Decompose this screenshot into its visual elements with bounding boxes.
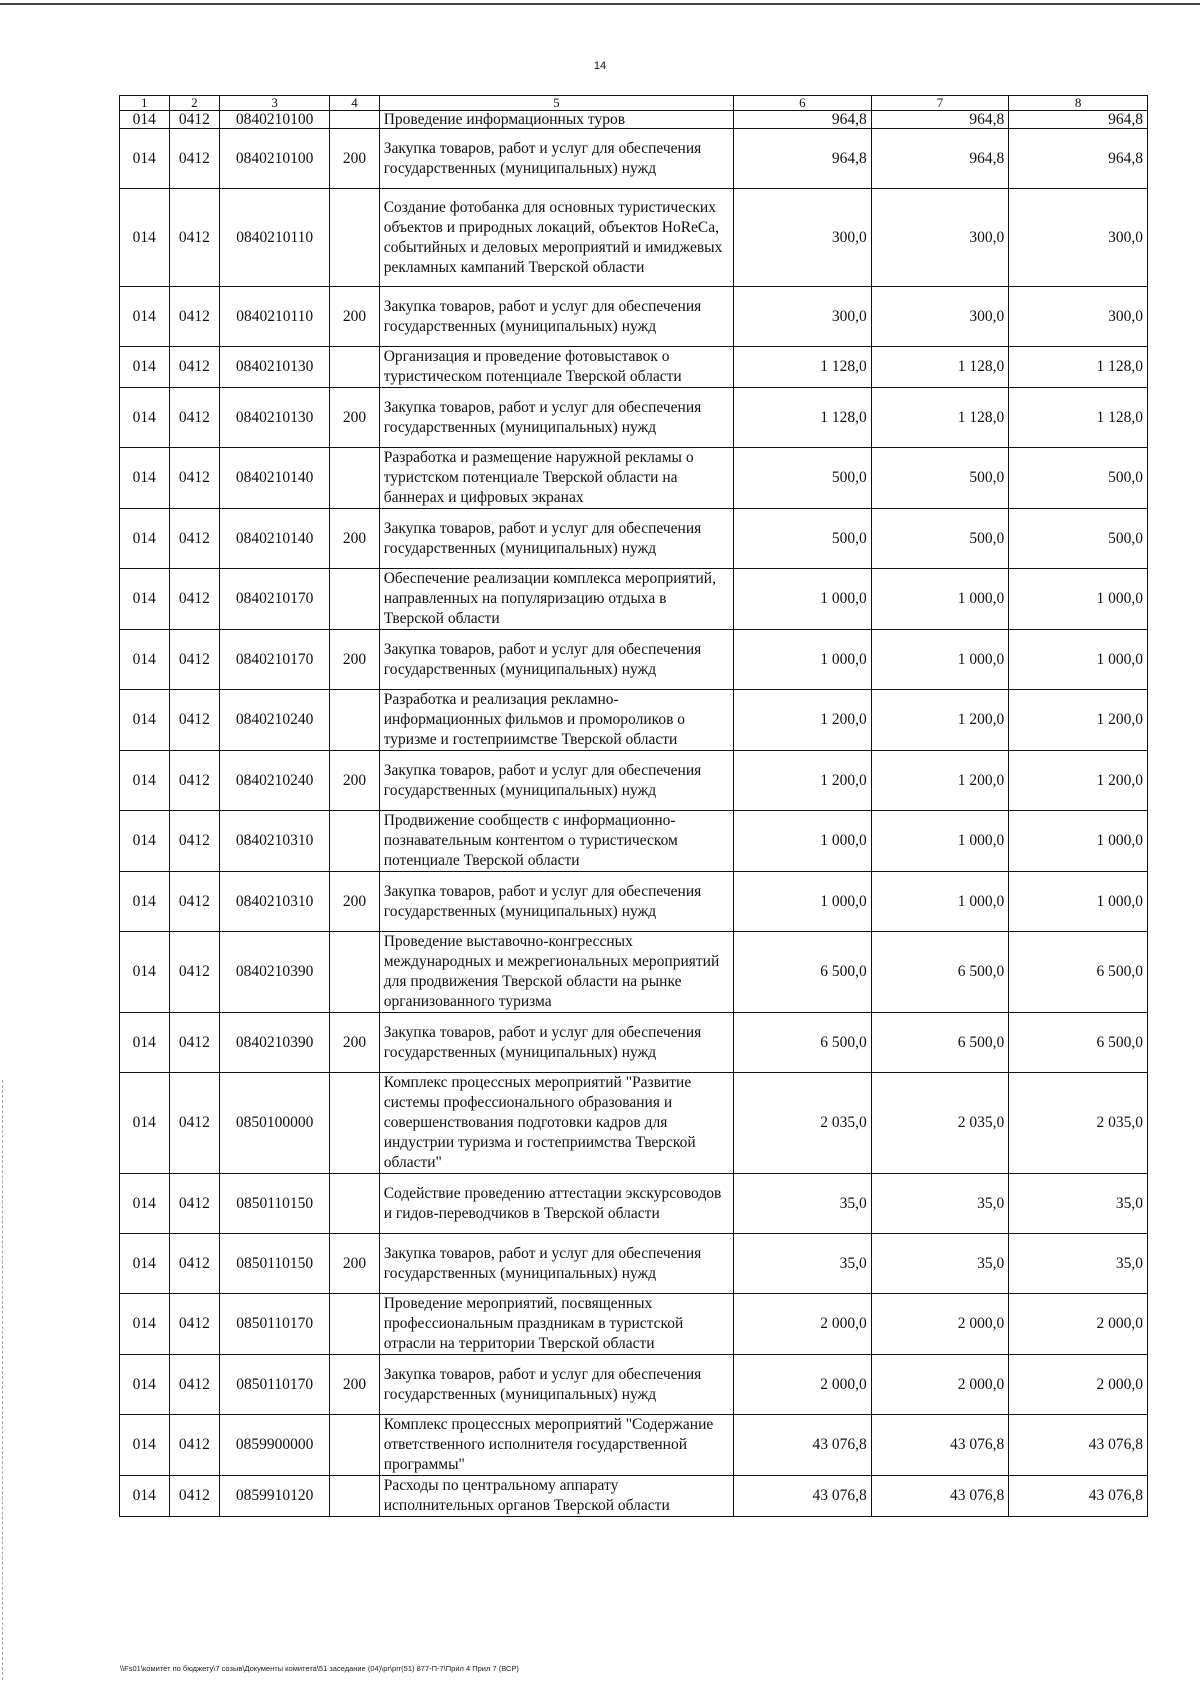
amount-year3-cell: 1 000,0 — [1009, 569, 1148, 630]
description-cell: Закупка товаров, работ и услуг для обеспечения государственных (муниципальных) нужд — [379, 1355, 733, 1415]
amount-year2-cell: 6 500,0 — [871, 932, 1009, 1013]
amount-year3-cell: 35,0 — [1009, 1234, 1148, 1294]
amount-year3-cell: 1 000,0 — [1009, 630, 1148, 690]
amount-year1-cell: 43 076,8 — [734, 1476, 872, 1517]
target-item-code-cell: 0840210100 — [220, 111, 330, 129]
ministry-code-cell: 014 — [120, 111, 170, 129]
ministry-code-cell: 014 — [120, 1415, 170, 1476]
amount-year2-cell: 6 500,0 — [871, 1013, 1009, 1073]
table-row — [120, 129, 1148, 189]
description-cell: Проведение мероприятий, посвященных профессиональным праздникам в туристской отрасли на территории Тверской области — [379, 1294, 733, 1355]
amount-year3-cell: 964,8 — [1009, 111, 1148, 129]
description-cell: Проведение информационных туров — [379, 111, 733, 129]
table-row — [120, 1174, 1148, 1234]
amount-year1-cell: 1 128,0 — [734, 388, 872, 448]
target-item-code-cell: 0840210100 — [220, 129, 330, 189]
description-cell: Комплекс процессных мероприятий "Развитие системы профессионального образования и совершенствования подготовки кадров для индустрии туризма и гостеприимства Тверской области" — [379, 1073, 733, 1174]
description-cell: Закупка товаров, работ и услуг для обеспечения государственных (муниципальных) нужд — [379, 1013, 733, 1073]
amount-year3-cell: 1 200,0 — [1009, 751, 1148, 811]
amount-year1-cell: 300,0 — [734, 189, 872, 287]
amount-year2-cell: 1 000,0 — [871, 872, 1009, 932]
section-code-cell: 0412 — [169, 509, 220, 569]
section-code-cell: 0412 — [169, 1013, 220, 1073]
section-code-cell: 0412 — [169, 1174, 220, 1234]
ministry-code-cell: 014 — [120, 872, 170, 932]
table-row — [120, 1234, 1148, 1294]
amount-year3-cell: 1 200,0 — [1009, 690, 1148, 751]
amount-year1-cell: 1 000,0 — [734, 811, 872, 872]
description-cell: Закупка товаров, работ и услуг для обеспечения государственных (муниципальных) нужд — [379, 129, 733, 189]
amount-year2-cell: 2 000,0 — [871, 1355, 1009, 1415]
table-row — [120, 1073, 1148, 1174]
target-item-code-cell: 0840210130 — [220, 347, 330, 388]
amount-year3-cell: 300,0 — [1009, 287, 1148, 347]
ministry-code-cell: 014 — [120, 630, 170, 690]
section-code-cell: 0412 — [169, 448, 220, 509]
section-code-cell: 0412 — [169, 347, 220, 388]
target-item-code-cell: 0840210240 — [220, 751, 330, 811]
ministry-code-cell: 014 — [120, 569, 170, 630]
column-header-3: 3 — [220, 96, 330, 111]
amount-year3-cell: 1 000,0 — [1009, 811, 1148, 872]
table-row — [120, 189, 1148, 287]
section-code-cell: 0412 — [169, 1355, 220, 1415]
amount-year3-cell: 6 500,0 — [1009, 1013, 1148, 1073]
target-item-code-cell: 0840210390 — [220, 1013, 330, 1073]
description-cell: Комплекс процессных мероприятий "Содержание ответственного исполнителя государственной программы" — [379, 1415, 733, 1476]
table-row — [120, 872, 1148, 932]
table-row — [120, 811, 1148, 872]
amount-year1-cell: 2 000,0 — [734, 1294, 872, 1355]
amount-year3-cell: 43 076,8 — [1009, 1476, 1148, 1517]
target-item-code-cell: 0850110150 — [220, 1174, 330, 1234]
amount-year2-cell: 1 128,0 — [871, 388, 1009, 448]
description-cell: Закупка товаров, работ и услуг для обеспечения государственных (муниципальных) нужд — [379, 388, 733, 448]
amount-year3-cell: 6 500,0 — [1009, 932, 1148, 1013]
target-item-code-cell: 0850110170 — [220, 1355, 330, 1415]
description-cell: Обеспечение реализации комплекса мероприятий, направленных на популяризацию отдыха в Тверской области — [379, 569, 733, 630]
target-item-code-cell: 0840210130 — [220, 388, 330, 448]
expense-type-cell: 200 — [330, 630, 380, 690]
ministry-code-cell: 014 — [120, 1476, 170, 1517]
amount-year3-cell: 1 128,0 — [1009, 347, 1148, 388]
top-border-line — [0, 3, 1200, 5]
amount-year2-cell: 500,0 — [871, 509, 1009, 569]
ministry-code-cell: 014 — [120, 1073, 170, 1174]
expense-type-cell — [330, 1294, 380, 1355]
amount-year1-cell: 300,0 — [734, 287, 872, 347]
amount-year2-cell: 1 128,0 — [871, 347, 1009, 388]
ministry-code-cell: 014 — [120, 1294, 170, 1355]
ministry-code-cell: 014 — [120, 388, 170, 448]
description-cell: Продвижение сообществ с информационно-познавательным контентом о туристическом потенциале Тверской области — [379, 811, 733, 872]
amount-year3-cell: 1 128,0 — [1009, 388, 1148, 448]
section-code-cell: 0412 — [169, 1294, 220, 1355]
section-code-cell: 0412 — [169, 129, 220, 189]
expense-type-cell: 200 — [330, 751, 380, 811]
section-code-cell: 0412 — [169, 751, 220, 811]
amount-year2-cell: 300,0 — [871, 189, 1009, 287]
expense-type-cell — [330, 1415, 380, 1476]
expense-type-cell: 200 — [330, 1234, 380, 1294]
amount-year1-cell: 35,0 — [734, 1234, 872, 1294]
ministry-code-cell: 014 — [120, 1013, 170, 1073]
amount-year1-cell: 1 200,0 — [734, 751, 872, 811]
table-row — [120, 690, 1148, 751]
amount-year1-cell: 1 000,0 — [734, 872, 872, 932]
amount-year1-cell: 35,0 — [734, 1174, 872, 1234]
expense-type-cell: 200 — [330, 129, 380, 189]
amount-year3-cell: 964,8 — [1009, 129, 1148, 189]
amount-year1-cell: 500,0 — [734, 509, 872, 569]
target-item-code-cell: 0840210140 — [220, 509, 330, 569]
section-code-cell: 0412 — [169, 932, 220, 1013]
expense-type-cell — [330, 189, 380, 287]
description-cell: Разработка и реализация рекламно-информационных фильмов и промороликов о туризме и гостеприимстве Тверской области — [379, 690, 733, 751]
table-row — [120, 630, 1148, 690]
ministry-code-cell: 014 — [120, 287, 170, 347]
amount-year2-cell: 964,8 — [871, 111, 1009, 129]
amount-year3-cell: 1 000,0 — [1009, 872, 1148, 932]
description-cell: Закупка товаров, работ и услуг для обеспечения государственных (муниципальных) нужд — [379, 287, 733, 347]
expense-type-cell — [330, 690, 380, 751]
expense-type-cell — [330, 569, 380, 630]
table-row — [120, 1355, 1148, 1415]
table-row — [120, 388, 1148, 448]
section-code-cell: 0412 — [169, 287, 220, 347]
ministry-code-cell: 014 — [120, 347, 170, 388]
target-item-code-cell: 0840210140 — [220, 448, 330, 509]
description-cell: Закупка товаров, работ и услуг для обеспечения государственных (муниципальных) нужд — [379, 509, 733, 569]
column-header-2: 2 — [169, 96, 220, 111]
amount-year2-cell: 2 035,0 — [871, 1073, 1009, 1174]
description-cell: Расходы по центральному аппарату исполнительных органов Тверской области — [379, 1476, 733, 1517]
table-row — [120, 932, 1148, 1013]
column-header-1: 1 — [120, 96, 170, 111]
expense-type-cell: 200 — [330, 872, 380, 932]
amount-year1-cell: 964,8 — [734, 111, 872, 129]
expense-type-cell — [330, 1174, 380, 1234]
table-row — [120, 751, 1148, 811]
section-code-cell: 0412 — [169, 690, 220, 751]
target-item-code-cell: 0859900000 — [220, 1415, 330, 1476]
description-cell: Содействие проведению аттестации экскурсоводов и гидов-переводчиков в Тверской области — [379, 1174, 733, 1234]
amount-year1-cell: 1 000,0 — [734, 630, 872, 690]
column-number-row — [120, 96, 1148, 111]
table-row — [120, 347, 1148, 388]
amount-year1-cell: 964,8 — [734, 129, 872, 189]
amount-year3-cell: 35,0 — [1009, 1174, 1148, 1234]
amount-year2-cell: 1 000,0 — [871, 569, 1009, 630]
ministry-code-cell: 014 — [120, 189, 170, 287]
expense-type-cell — [330, 347, 380, 388]
expense-type-cell — [330, 111, 380, 129]
section-code-cell: 0412 — [169, 1234, 220, 1294]
expense-type-cell: 200 — [330, 388, 380, 448]
expense-type-cell — [330, 1476, 380, 1517]
amount-year1-cell: 500,0 — [734, 448, 872, 509]
amount-year1-cell: 6 500,0 — [734, 932, 872, 1013]
section-code-cell: 0412 — [169, 872, 220, 932]
expense-type-cell: 200 — [330, 1013, 380, 1073]
amount-year3-cell: 2 000,0 — [1009, 1355, 1148, 1415]
amount-year1-cell: 6 500,0 — [734, 1013, 872, 1073]
amount-year1-cell: 1 200,0 — [734, 690, 872, 751]
expense-type-cell: 200 — [330, 509, 380, 569]
target-item-code-cell: 0840210170 — [220, 569, 330, 630]
ministry-code-cell: 014 — [120, 129, 170, 189]
amount-year3-cell: 300,0 — [1009, 189, 1148, 287]
target-item-code-cell: 0850110170 — [220, 1294, 330, 1355]
ministry-code-cell: 014 — [120, 751, 170, 811]
description-cell: Закупка товаров, работ и услуг для обеспечения государственных (муниципальных) нужд — [379, 630, 733, 690]
section-code-cell: 0412 — [169, 811, 220, 872]
expense-type-cell — [330, 932, 380, 1013]
ministry-code-cell: 014 — [120, 448, 170, 509]
footer-file-path: \\Fs01\комитет по бюджету\7 созыв\Документы комитета\51 заседание (04)\pr\prr(51) 877-П-7\Прил 4 Прил 7 (ВСР) — [120, 1664, 519, 1673]
target-item-code-cell: 0840210240 — [220, 690, 330, 751]
amount-year2-cell: 35,0 — [871, 1234, 1009, 1294]
ministry-code-cell: 014 — [120, 811, 170, 872]
amount-year2-cell: 43 076,8 — [871, 1415, 1009, 1476]
table-row — [120, 448, 1148, 509]
section-code-cell: 0412 — [169, 111, 220, 129]
table-row — [120, 287, 1148, 347]
scan-edge-marks — [2, 1080, 4, 1680]
column-header-5: 5 — [379, 96, 733, 111]
amount-year2-cell: 300,0 — [871, 287, 1009, 347]
amount-year1-cell: 1 000,0 — [734, 569, 872, 630]
target-item-code-cell: 0850110150 — [220, 1234, 330, 1294]
ministry-code-cell: 014 — [120, 1355, 170, 1415]
ministry-code-cell: 014 — [120, 932, 170, 1013]
target-item-code-cell: 0850100000 — [220, 1073, 330, 1174]
description-cell: Разработка и размещение наружной рекламы о туристском потенциале Тверской области на баннерах и цифровых экранах — [379, 448, 733, 509]
ministry-code-cell: 014 — [120, 690, 170, 751]
section-code-cell: 0412 — [169, 630, 220, 690]
amount-year2-cell: 964,8 — [871, 129, 1009, 189]
section-code-cell: 0412 — [169, 1476, 220, 1517]
ministry-code-cell: 014 — [120, 1174, 170, 1234]
amount-year1-cell: 1 128,0 — [734, 347, 872, 388]
expense-type-cell: 200 — [330, 1355, 380, 1415]
amount-year2-cell: 2 000,0 — [871, 1294, 1009, 1355]
expense-type-cell — [330, 448, 380, 509]
table-body — [120, 111, 1148, 1517]
target-item-code-cell: 0840210310 — [220, 811, 330, 872]
description-cell: Создание фотобанка для основных туристических объектов и природных локаций, объектов HoReCa, событийных и деловых мероприятий и имиджевых рекламных кампаний Тверской области — [379, 189, 733, 287]
target-item-code-cell: 0840210390 — [220, 932, 330, 1013]
ministry-code-cell: 014 — [120, 1234, 170, 1294]
target-item-code-cell: 0840210110 — [220, 189, 330, 287]
table-row — [120, 509, 1148, 569]
amount-year2-cell: 35,0 — [871, 1174, 1009, 1234]
amount-year2-cell: 1 200,0 — [871, 690, 1009, 751]
amount-year2-cell: 1 200,0 — [871, 751, 1009, 811]
amount-year3-cell: 2 035,0 — [1009, 1073, 1148, 1174]
budget-table — [119, 95, 1148, 1517]
description-cell: Проведение выставочно-конгрессных международных и межрегиональных мероприятий для продвижения Тверской области на рынке организованного туризма — [379, 932, 733, 1013]
amount-year3-cell: 500,0 — [1009, 509, 1148, 569]
target-item-code-cell: 0840210310 — [220, 872, 330, 932]
amount-year2-cell: 43 076,8 — [871, 1476, 1009, 1517]
section-code-cell: 0412 — [169, 1415, 220, 1476]
description-cell: Закупка товаров, работ и услуг для обеспечения государственных (муниципальных) нужд — [379, 1234, 733, 1294]
section-code-cell: 0412 — [169, 189, 220, 287]
column-header-7: 7 — [871, 96, 1009, 111]
expense-type-cell — [330, 1073, 380, 1174]
target-item-code-cell: 0840210110 — [220, 287, 330, 347]
amount-year3-cell: 43 076,8 — [1009, 1415, 1148, 1476]
amount-year1-cell: 2 035,0 — [734, 1073, 872, 1174]
column-header-6: 6 — [734, 96, 872, 111]
column-header-4: 4 — [330, 96, 380, 111]
amount-year2-cell: 1 000,0 — [871, 811, 1009, 872]
page-number: 14 — [593, 60, 607, 72]
expense-type-cell: 200 — [330, 287, 380, 347]
table-row — [120, 1476, 1148, 1517]
amount-year2-cell: 1 000,0 — [871, 630, 1009, 690]
table-row — [120, 1415, 1148, 1476]
amount-year1-cell: 43 076,8 — [734, 1415, 872, 1476]
amount-year1-cell: 2 000,0 — [734, 1355, 872, 1415]
table-row — [120, 569, 1148, 630]
table-row — [120, 111, 1148, 129]
target-item-code-cell: 0840210170 — [220, 630, 330, 690]
amount-year3-cell: 2 000,0 — [1009, 1294, 1148, 1355]
description-cell: Закупка товаров, работ и услуг для обеспечения государственных (муниципальных) нужд — [379, 751, 733, 811]
ministry-code-cell: 014 — [120, 509, 170, 569]
amount-year3-cell: 500,0 — [1009, 448, 1148, 509]
description-cell: Организация и проведение фотовыставок о туристическом потенциале Тверской области — [379, 347, 733, 388]
expense-type-cell — [330, 811, 380, 872]
table-row — [120, 1294, 1148, 1355]
target-item-code-cell: 0859910120 — [220, 1476, 330, 1517]
amount-year2-cell: 500,0 — [871, 448, 1009, 509]
description-cell: Закупка товаров, работ и услуг для обеспечения государственных (муниципальных) нужд — [379, 872, 733, 932]
section-code-cell: 0412 — [169, 388, 220, 448]
section-code-cell: 0412 — [169, 1073, 220, 1174]
column-header-8: 8 — [1009, 96, 1148, 111]
section-code-cell: 0412 — [169, 569, 220, 630]
table-row — [120, 1013, 1148, 1073]
